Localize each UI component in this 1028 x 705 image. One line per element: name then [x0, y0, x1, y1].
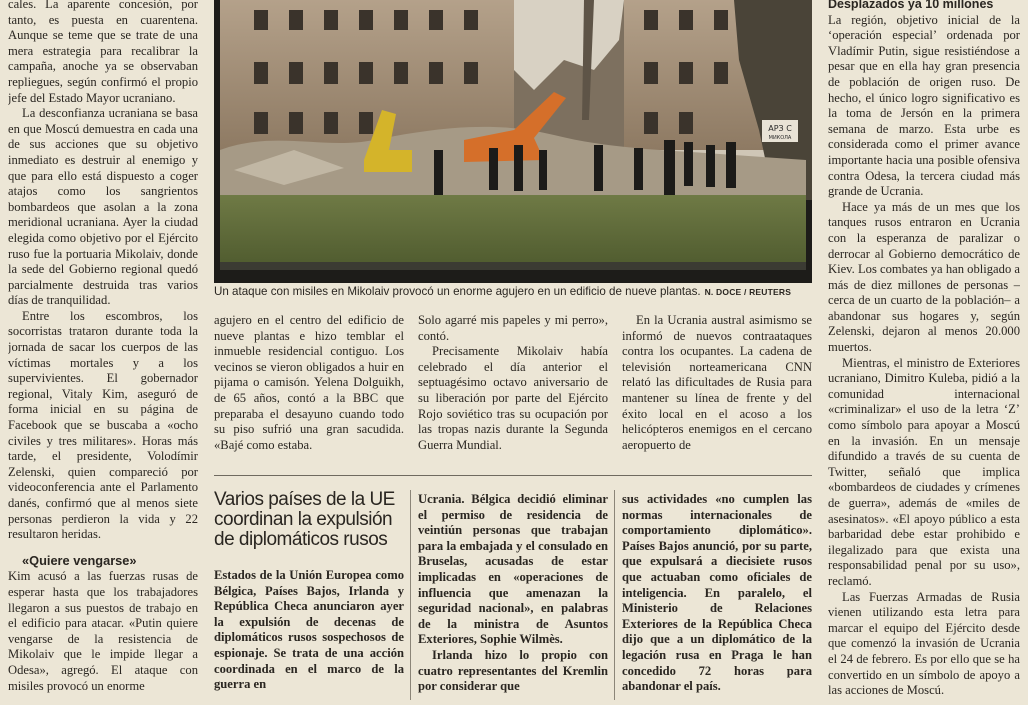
column-rule [410, 490, 411, 700]
paragraph: Kim acusó a las fuerzas rusas de esperar hasta que los trabajadores llegaron a sus puestos de trabajo en el edificio para atacar. «Putin quiere vengarse de la resistencia de Mikolaiv que le impide llegar a Odesa», agregó. El ataque con misiles provocó un enorme [8, 569, 198, 693]
paragraph: agujero en el centro del edificio de nueve plantas e hizo temblar el inmueble residencial contiguo. Los vecinos se vieron obligados a huir en pijama o camisón. Yelena Dolguikh, de 65 años, contó a la BBC que preparaba el desayuno cuando todo su piso sufrió una gran sacudida. «Bajé como estaba. [214, 313, 404, 452]
paragraph: Solo agarré mis papeles y mi perro», contó. [418, 313, 608, 343]
photo-credit: N. DOCE / REUTERS [704, 287, 792, 297]
subheading: «Quiere vengarse» [22, 552, 137, 568]
paragraph: La región, objetivo inicial de la ‘operación especial’ ordenada por Vladímir Putin, sigue resistiéndose a pesar que en ella hay gran presencia de población de origen ruso. De hecho, el único logro significativo es la toma de Jersón en la primera semana de marzo. Esta urbe es considerada como el primer avance importante hacia una posible ofensiva contra Odesa, la tercera ciudad más grande de Ucrania. [828, 12, 1020, 199]
photo-caption [214, 285, 812, 298]
paragraph: Hace ya más de un mes que los tanques rusos entraron en Ucrania con la esperanza de paralizar o derrocar al Gobierno democrático de Kiev. Los combates ya han obligado a más de diez millones de personas –cerca de un cuarto de la población– a abandonar sus hogares y, según Zelenski, dejaron al menos 20.000 muertos. [828, 199, 1020, 355]
brief-column-1 [214, 568, 404, 700]
paragraph: La desconfianza ucraniana se basa en que Moscú demuestra en cada una de sus acciones que su objetivo inmediato es destruir al enemigo y que para ello está dispuesto a coger atajos como los sangrientos bombardeos que asolan a la zona meridional ucraniana. Ayer la ciudad elegida como objetivo por el Ejército ruso fue la portuaria Mikolaiv, donde la sede del Gobierno regional quedó parcialmente destruida tras varios días de tranquilidad. [8, 106, 198, 308]
paragraph: Estados de la Unión Europea como Bélgica, Países Bajos, Irlanda y República Checa anunciaron ayer la expulsión de decenas de diplomáticos rusos sospechosos de espionaje. Se trata de una acción coordinada en el marco de la guerra en [214, 568, 404, 692]
paragraph: Irlanda hizo lo propio con cuatro representantes del Kremlin por considerar que [418, 647, 608, 694]
sign-text: МИКОЛА [768, 135, 792, 141]
body-column-4 [622, 313, 812, 473]
right-column [828, 0, 1020, 705]
paragraph: Mientras, el ministro de Exteriores ucraniano, Dimitro Kuleba, pidió a la comunidad internacional «criminalizar» el uso de la letra ‘Z’ como símbolo para apoyar a Moscú en la invasión. En un mensaje difundido a través de su cuenta de Twitter, señaló que implica «bombardeos de ciudades y crímenes de guerra», además de «miles de asesinatos». «El apoyo público a esta barbaridad debe estar prohibido e ilegalizado para que exista una responsabilidad penal por su uso», reclamó. [828, 355, 1020, 588]
photo-illustration [214, 0, 812, 283]
sign-text: АРЗ С [768, 124, 792, 133]
paragraph: sus actividades «no cumplen las normas internacionales de comportamiento diplomático». Países Bajos anunció, por su parte, que expulsará a diecisiete rusos que actuaban como oficiales de inteligencia. En paralelo, el Ministerio de Relaciones Exteriores de la República Checa dijo que a un diplomático de la legación rusa en Praga le han concedido 72 horas para abandonar el país. [622, 492, 812, 694]
section-rule [214, 475, 812, 476]
paragraph: Entre los escombros, los socorristas trataron durante toda la jornada de sacar los cuerpos de las víctimas mortales y a los supervivientes. El gobernador regional, Vitaly Kim, aseguró de forma inicial en su página de Facebook que se buscaba a «ocho civiles y tres militares». Horas más tarde, el presidente, Volodímir Zelenski, quien compareció por videoconferencia ante el Parlamento danés, confirmó que al menos siete personas perdieron la vida y 22 resultaron heridas. [8, 308, 198, 542]
paragraph: Las Fuerzas Armadas de Rusia vienen utilizando esta letra para marcar el equipo del Ejército desde que comenzó la invasión de Ucrania el 24 de febrero. Es por ello que se ha convertido en un símbolo de apoyo a las acciones de Moscú. [828, 589, 1020, 698]
left-column [8, 0, 198, 705]
paragraph: Ucrania. Bélgica decidió eliminar el permiso de residencia de veintiún personas que trabajan para la embajada y el consulado en Bruselas, acusadas de estar implicadas en «operaciones de influencia que amenazan la seguridad nacional», en palabras de la ministra de Asuntos Exteriores, Sophie Wilmès. [418, 492, 608, 647]
subheading: Desplazados ya 10 millones [828, 0, 994, 11]
caption-text: Un ataque con misiles en Mikolaiv provocó un enorme agujero en un edificio de nueve plantas. [214, 285, 701, 298]
paragraph: cales. La aparente concesión, por tanto, es puesta en cuarentena. Aunque se teme que se trate de una mera estrategia para recalibrar la campaña, anoche ya se observaban repliegues, según confirmó el propio jefe del Estado Mayor ucraniano. [8, 0, 198, 105]
brief-column-3 [622, 492, 812, 700]
body-column-2 [214, 313, 404, 473]
brief-headline: Varios países de la UE coordinan la expulsión de diplomáticos rusos [214, 489, 395, 550]
brief-column-2 [418, 492, 608, 700]
body-column-3 [418, 313, 608, 473]
paragraph: En la Ucrania austral asimismo se informó de nuevos contraataques contra los ocupantes. La cadena de televisión norteamericana CNN relató las dificultades de Rusia para mantener su línea de frente y del éxito local en el acoso a los helicópteros enemigos en el cercano aeropuerto de [622, 313, 812, 452]
paragraph: Precisamente Mikolaiv había celebrado el día anterior el septuagésimo octavo aniversario de su liberación por parte del Ejército Rojo soviético tras su ocupación por las tropas nazis durante la Segunda Guerra Mundial. [418, 344, 608, 452]
news-photo [214, 0, 812, 283]
column-rule [614, 490, 615, 700]
